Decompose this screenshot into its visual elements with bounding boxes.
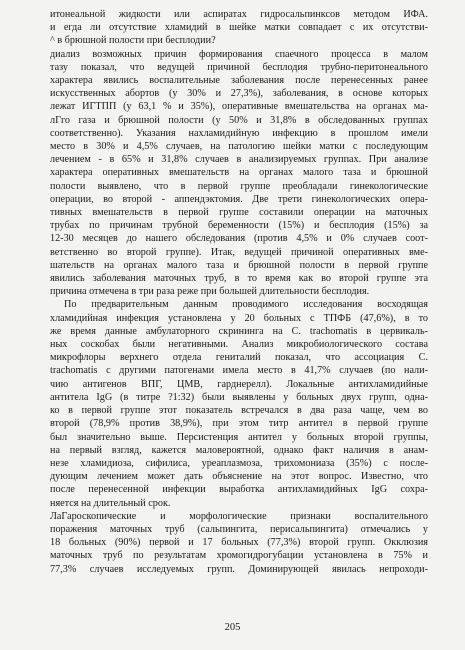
text-line: на первый взгляд, кажется маловероятной, однако факт наличия в анам- [50, 444, 428, 456]
text-line: По предварительным данным проводимого исследования восходящая [64, 299, 428, 311]
text-line: второй (78,9% против 38,9%), при этом титр антител в первой группе [50, 418, 428, 430]
text-line: лежат ИГТПП (у 63,1 % и 35%), оперативные вмешательства на органах ма- [50, 101, 428, 113]
text-line: ветственно во второй группе). Итак, ведущей причиной оперативных вме- [50, 246, 428, 258]
page-number: 205 [224, 622, 241, 633]
text-line: итонеальной жидкости или аспиратах гидросальпинксов методом ИФА. [50, 9, 428, 20]
text-line: 12-30 месяцев до нашего обследования (против 4,5% и 0% случаев соот- [50, 233, 428, 245]
text-line: соответственно). Указания нахламидийную инфекцию в прошлом имели [50, 127, 428, 139]
text-line: полости выявлено, что в первой группе преобладали гинекологические [50, 180, 428, 192]
text-line: маточных труб по результатам хромогидрогубации установлена в 75% и [50, 550, 428, 562]
text-line: трубах по причинам трубной беременности (15%) и бесплодия (15%) за [50, 220, 428, 232]
text-line: чию антигенов ВПГ, ЦМВ, гарднерелл). Локальные антихламидийные [50, 378, 428, 390]
text-line: тазу показал, что ведущей причиной бесплодия трубно-перитонеального [50, 61, 428, 73]
text-line: микрофлоры верхнего отдела гениталий показал, что ассоциация С. [50, 352, 428, 364]
text-line: 18 больных (90%) первой и 17 больных (77,3%) второй групп. Окклюзия [50, 537, 428, 549]
text-line: был значительно выше. Персистенция антител у больных второй группы, [50, 431, 428, 443]
text-line: дующим лечением может дать объяснение на этот вопрос. Известно, что [50, 471, 428, 483]
text-line: 77,3% случаев исследуемых групп. Доминирующей явилась непроходи- [50, 563, 428, 575]
text-line: характера явились воспалительные заболевания после перенесенных ранее [50, 75, 428, 87]
text-line: явились заболевания маточных труб, в то время как во второй группе эта [50, 273, 428, 285]
text-line: ^ в брюшной полости при бесплодии? [50, 35, 216, 47]
text-line: лГго газа и брюшной полости (у 50% и 31,8% в обследованных группах [50, 114, 428, 126]
text-line: trachomatis с другими патогенами имела место в 41,7% случаев (по нали- [50, 365, 428, 377]
text-line: поражения маточных труб (сальпингита, перисальпингита) отмечались у [50, 523, 428, 535]
text-line: причина отмечена в три раза реже при большей длительности бесплодия. [50, 286, 370, 298]
text-line: характера оперативных вмешательств на органах малого таза и брюшной [50, 167, 428, 179]
text-line: шательств на органах малого таза и брюшной полости в первой группе [50, 259, 428, 271]
text-line: хламидийная инфекция установлена у 20 больных с ТПФБ (47,6%), в то [50, 312, 428, 324]
text-line: место в 30% и 4,5% случаев, на патологию шейки матки с последующим [50, 141, 428, 153]
paragraph-laparoscopy [50, 510, 428, 576]
text-line: ЛаГароскопические и морфологические признаки воспалительного [50, 510, 428, 522]
text-line: после перенесенной инфекции выработка антихламидийных IgG сохра- [50, 484, 428, 496]
text-line: же время данные амбулаторного скрининга на С. trachomatis в цервикаль- [50, 325, 428, 337]
body-text [50, 8, 428, 576]
text-line: операции, во второй - аппендэктомия. Две трети гинекологических опера- [50, 193, 428, 205]
text-line: тивных вмешательств в первой группе составили операции на маточных [50, 207, 428, 219]
text-line: антитела IgG (в титре ?1:32) были выявлены у больных двух групп, одна- [50, 391, 428, 403]
text-line: незе хламидиоза, сифилиса, уреаплазмоза, трихомониаза (35%) с после- [50, 457, 428, 469]
text-line: ко в первой группе этот показатель встречался в два раза чаще, чем во [50, 405, 428, 417]
paragraph-intro [50, 8, 428, 48]
text-line: и егда ли отсутствие хламидий в шейке матки совпадает с их отсутстви- [50, 22, 428, 34]
text-line: няется на длительный срок. [50, 497, 171, 509]
text-line: ных соскобах были негативными. Анализ микробиологического состава [50, 339, 428, 351]
text-line: диализ возможных причин формирования спаечного процесса в малом [50, 48, 428, 60]
paragraph-analysis [50, 48, 428, 299]
paragraph-chlamydia [50, 298, 428, 509]
text-line: лечением - в 65% и 31,8% случаев в анализируемых группах. При анализе [50, 154, 428, 166]
text-line: искусственных абортов (у 30% и 27,3%), заболевания, в основе которых [50, 88, 428, 100]
